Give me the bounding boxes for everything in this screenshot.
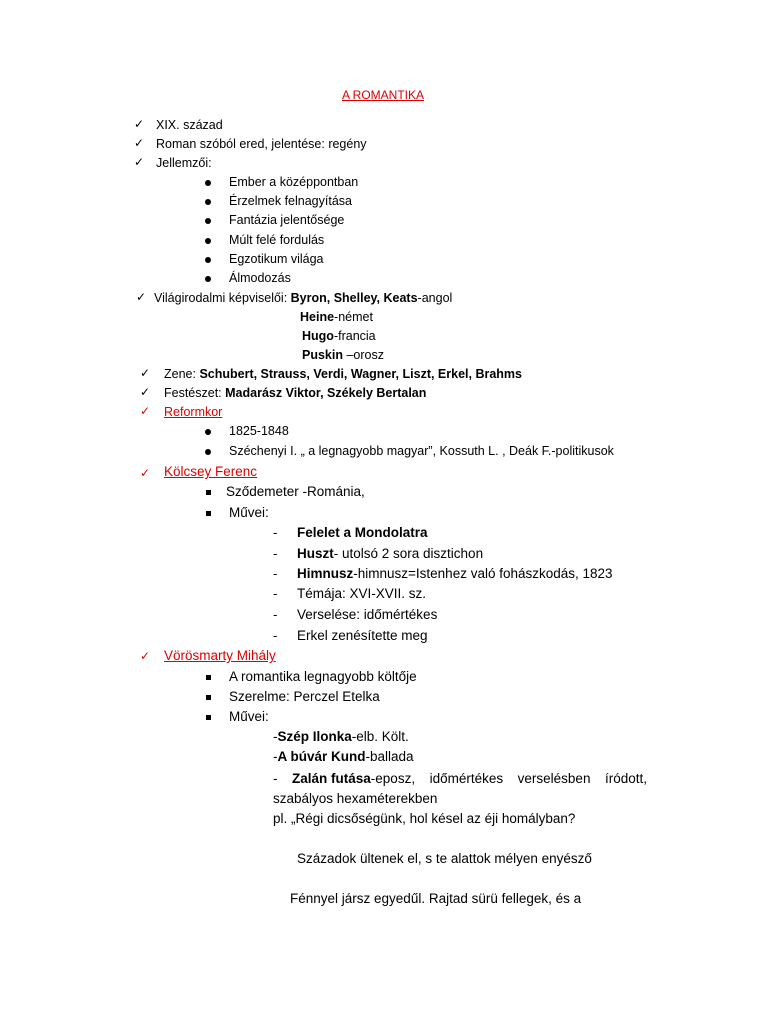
check-icon: ✓ (140, 366, 151, 380)
check-icon: ✓ (140, 404, 151, 418)
list-item: Művei: (229, 505, 269, 520)
world-hugo-line (302, 328, 376, 344)
world-puskin: Puskin (302, 348, 343, 362)
world-hugo: Hugo (302, 329, 334, 343)
painting-value: Madarász Viktor, Székely Bertalan (225, 386, 427, 400)
list-item: Érzelmek felnagyítása (229, 194, 352, 208)
check-icon: ✓ (134, 136, 145, 150)
bullet-icon (205, 429, 211, 435)
music-value: Schubert, Strauss, Verdi, Wagner, Liszt, Erkel, Brahms (199, 367, 522, 381)
section-heading-reformkor: Reformkor (164, 405, 223, 419)
world-heine-line (300, 309, 373, 325)
list-item: A romantika legnagyobb költője (229, 669, 417, 684)
work-title: Huszt (297, 546, 334, 561)
work-desc: -elb. Költ. (351, 729, 409, 744)
square-bullet-icon (206, 695, 211, 700)
check-icon: ✓ (140, 466, 151, 480)
bullet-icon (205, 276, 211, 282)
music-line (164, 366, 522, 382)
word: verselésben (517, 771, 591, 786)
work-item (297, 566, 613, 582)
work-title-zalan: Zalán futása (292, 771, 371, 786)
list-item: Fantázia jelentősége (229, 213, 345, 227)
world-first-suffix: -angol (417, 291, 453, 305)
check-icon: ✓ (134, 117, 145, 131)
dash-marker: - (273, 586, 278, 601)
word: - (273, 771, 278, 786)
work-title: Himnusz (297, 566, 354, 581)
word-bold (292, 771, 415, 787)
bullet-icon (205, 257, 211, 263)
work-desc: - utolsó 2 sora disztichon (333, 546, 484, 561)
square-bullet-icon (206, 490, 211, 495)
list-item: Egzotikum világa (229, 252, 324, 266)
work-desc: -himnusz=Istenhez való fohászkodás, 1823 (353, 566, 613, 581)
work-dash: - (273, 749, 278, 764)
world-puskin-line (302, 347, 384, 363)
bullet-icon (205, 218, 211, 224)
list-item: Álmodozás (229, 271, 291, 285)
bullet-icon (205, 238, 211, 244)
world-literature-line (154, 290, 452, 306)
square-bullet-icon (206, 675, 211, 680)
section-heading-vorosmarty: Vörösmarty Mihály (164, 648, 276, 663)
work-item-justified (273, 771, 647, 787)
dash-marker: - (273, 546, 278, 561)
list-item: Jellemzői: (156, 156, 212, 170)
world-heine: Heine (300, 310, 335, 324)
work-item (297, 546, 483, 562)
dash-marker: - (273, 607, 278, 622)
page-title: A ROMANTIKA (342, 88, 425, 102)
world-heine-suffix: -német (334, 310, 373, 324)
work-title: A búvár Kund (277, 749, 366, 764)
painting-line (164, 385, 426, 401)
list-item: 1825-1848 (229, 424, 289, 438)
list-item: Múlt felé fordulás (229, 233, 325, 247)
example-line: pl. „Régi dicsőségünk, hol késel az éji homályban? (273, 811, 576, 826)
list-item: Sződemeter -Románia, (226, 484, 365, 499)
work-desc: -ballada (365, 749, 414, 764)
work-item (273, 729, 409, 745)
work-item (273, 749, 414, 765)
list-item: Széchenyi I. „ a legnagyobb magyar”, Kossuth L. , Deák F.-politikusok (229, 444, 614, 458)
word: íródott, (604, 771, 647, 786)
square-bullet-icon (206, 511, 211, 516)
check-icon: ✓ (136, 290, 147, 304)
world-hugo-suffix: -francia (333, 329, 376, 343)
list-item: Ember a középpontban (229, 175, 359, 189)
list-item: Szerelme: Perczel Etelka (229, 689, 380, 704)
music-label: Zene: (164, 367, 200, 381)
bullet-icon (205, 449, 211, 455)
work-dash: - (273, 729, 278, 744)
dash-marker: - (273, 525, 278, 540)
work-item-continued: szabályos hexaméterekben (273, 791, 438, 806)
painting-label: Festészet: (164, 386, 226, 400)
square-bullet-icon (206, 715, 211, 720)
bullet-icon (205, 199, 211, 205)
section-heading-kolcsey: Kölcsey Ferenc (164, 464, 258, 479)
work-title-suffix: -eposz, (370, 771, 416, 786)
work-title: Felelet a Mondolatra (297, 525, 428, 540)
world-label: Világirodalmi képviselői: (154, 291, 291, 305)
dash-marker: - (273, 628, 278, 643)
work-title: Szép Ilonka (277, 729, 352, 744)
check-icon: ✓ (134, 155, 145, 169)
check-icon: ✓ (140, 385, 151, 399)
work-item (297, 525, 428, 541)
list-item: XIX. század (156, 118, 223, 132)
word: időmértékes (429, 771, 504, 786)
quote-line: Fénnyel jársz egyedűl. Rajtad sürü fellegek, és a (290, 891, 582, 906)
quote-line: Századok ültenek el, s te alattok mélyen enyésző (297, 851, 592, 866)
dash-marker: - (273, 566, 278, 581)
work-item: Verselése: időmértékes (297, 607, 438, 622)
check-icon: ✓ (140, 649, 151, 663)
world-first: Byron, Shelley, Keats (290, 291, 418, 305)
work-item: Témája: XVI-XVII. sz. (297, 586, 427, 601)
world-puskin-suffix: –orosz (343, 348, 384, 362)
work-item: Erkel zenésítette meg (297, 628, 428, 643)
list-item: Roman szóból ered, jelentése: regény (156, 137, 367, 151)
list-item: Művei: (229, 709, 269, 724)
bullet-icon (205, 180, 211, 186)
